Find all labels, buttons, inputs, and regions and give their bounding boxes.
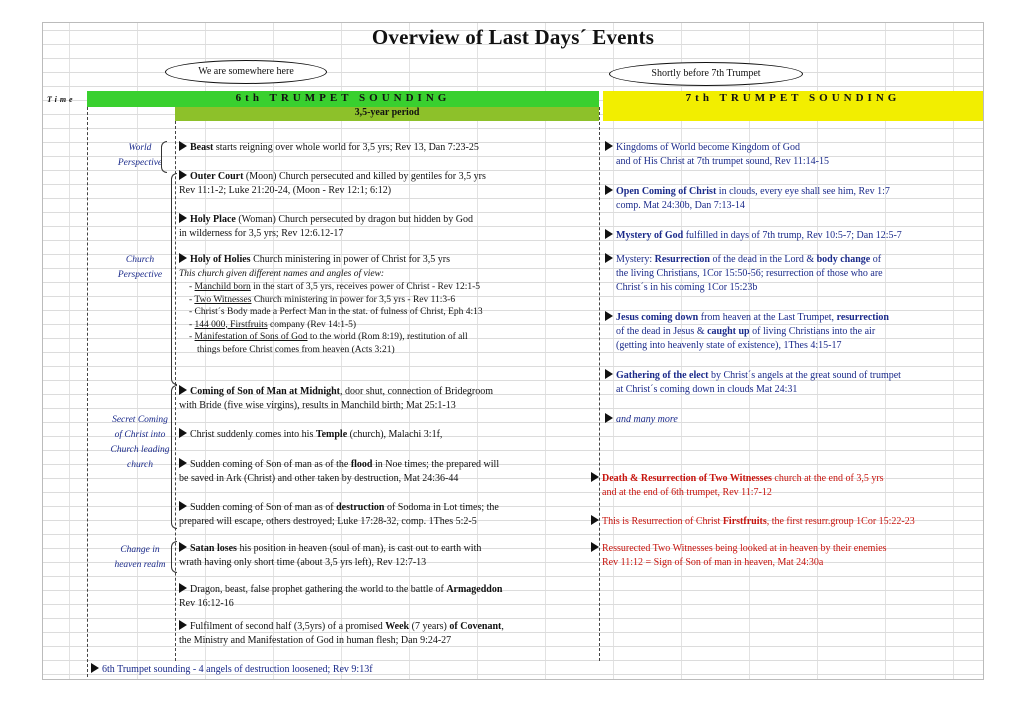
- arrow-icon: [605, 141, 613, 151]
- entry-mystery-of-god: Mystery of God fulfilled in days of 7th trump, Rev 10:5-7; Dan 12:5-7: [605, 229, 981, 243]
- time-label: Time: [47, 95, 76, 104]
- secret-coming-brace: [171, 385, 177, 529]
- arrow-icon: [591, 472, 599, 482]
- arrow-icon: [179, 620, 187, 630]
- arrow-icon: [179, 253, 187, 263]
- arrow-icon: [179, 170, 187, 180]
- arrow-icon: [605, 369, 613, 379]
- world-brace: [161, 141, 167, 173]
- arrow-icon: [605, 185, 613, 195]
- entry-sixth-trumpet-sounding: 6th Trumpet sounding - 4 angels of destruction loosened; Rev 9:13f: [91, 663, 591, 677]
- arrow-icon: [91, 663, 99, 673]
- sixth-trumpet-band: [87, 91, 599, 107]
- callout-left: We are somewhere here: [165, 60, 327, 84]
- list-item: - 144 000, Firstfruits company (Rev 14:1-5): [189, 319, 357, 330]
- entry-holy-place: Holy Place (Woman) Church persecuted by dragon but hidden by God in wilderness for 3,5 yrs; Rev 12:6.12-17: [179, 214, 474, 239]
- holy-of-holies-list: [179, 281, 591, 356]
- list-item: - Manchild born in the start of 3,5 yrs, receives power of Christ - Rev 12:1-5: [189, 282, 481, 292]
- page-title: Overview of Last Days´ Events: [371, 25, 655, 49]
- entry-gathering: Gathering of the elect by Christ´s angels at the great sound of trumpet at Christ´s coming down in clouds Mat 24:31: [605, 369, 981, 397]
- arrow-icon: [179, 583, 187, 593]
- entry-kingdoms: Kingdoms of World become Kingdom of God and of His Christ at 7th trumpet sound, Rev 11:14-15: [605, 141, 981, 169]
- timeline-dash-left: [87, 107, 88, 677]
- arrow-icon: [591, 515, 599, 525]
- entry-open-coming: Open Coming of Christ in clouds, every eye shall see him, Rev 1:7 comp. Mat 24:30b, Dan 7:13-14: [605, 185, 981, 213]
- arrow-icon: [605, 311, 613, 321]
- arrow-icon: [179, 428, 187, 438]
- arrow-icon: [179, 141, 187, 151]
- entry-resurrected-witnesses: Ressurected Two Witnesses being looked at in heaven by their enemies Rev 11:12 = Sign of Son of man in heaven, Mat 24:30a: [591, 542, 967, 570]
- heaven-change-label: Change in heaven realm: [114, 545, 166, 570]
- arrow-icon: [591, 542, 599, 552]
- arrow-icon: [605, 413, 613, 423]
- entry-beast: Beast starts reigning over whole world for 3,5 yrs; Rev 13, Dan 7:23-25: [179, 141, 591, 155]
- world-perspective-label: World Perspective: [117, 143, 163, 168]
- arrow-icon: [605, 229, 613, 239]
- arrow-icon: [179, 501, 187, 511]
- arrow-icon: [179, 213, 187, 223]
- list-item: things before Christ comes from heaven (Acts 3:21): [197, 344, 395, 355]
- entry-temple: Christ suddenly comes into his Temple (church), Malachi 3:1f,: [179, 428, 591, 442]
- entry-many-more: and many more: [605, 413, 981, 427]
- arrow-icon: [179, 458, 187, 468]
- entry-mystery-resurrection: Mystery: Resurrection of the dead in the Lord & body change of the living Christians, 1Cor 15:50-56; resurrection of those who are Christ´s in his coming 1Cor 15:23b: [605, 253, 981, 295]
- entry-satan: Satan loses his position in heaven (soul of man), is cast out to earth with wrath having only short time (about 3,5 yrs left), Rev 12:7-13: [179, 543, 482, 568]
- entry-death-two-witnesses: Death & Resurrection of Two Witnesses church at the end of 3,5 yrs and at the end of 6th trumpet, Rev 11:7-12: [591, 472, 967, 500]
- heaven-brace: [171, 541, 177, 573]
- list-item: - Christ´s Body made a Perfect Man in the stat. of fulness of Christ, Eph 4:13: [189, 307, 483, 317]
- entry-jesus-coming-down: Jesus coming down from heaven at the Last Trumpet, resurrection of the dead in Jesus & caught up of living Christians into the air (getting into heavenly state of existence), 1Thes 4:15-17: [605, 311, 981, 353]
- seventh-trumpet-band: [603, 91, 983, 121]
- entry-outer-court: Outer Court (Moon) Church persecuted and killed by gentiles for 3,5 yrs Rev 11:1-2; Luke 21:20-24, (Moon - Rev 12:1; 6:12): [179, 171, 486, 196]
- church-brace: [171, 173, 177, 385]
- entry-sodoma: Sudden coming of Son of man as of destruction of Sodoma in Lot times; the prepared will escape, others destroyed; Luke 17:28-32, comp. 1Thes 5:2-5: [179, 502, 499, 527]
- callout-right: Shortly before 7th Trumpet: [609, 62, 803, 86]
- timeline-dash-right: [599, 107, 600, 661]
- arrow-icon: [179, 542, 187, 552]
- entry-midnight: Coming of Son of Man at Midnight, door shut, connection of Bridegroom with Bride (five wise virgins), results in Manchild birth; Mat 25:1-13: [179, 386, 494, 411]
- sixth-period-label: 3,5-year period: [354, 107, 420, 118]
- entry-flood: Sudden coming of Son of man as of the flood in Noe times; the prepared will be saved in Ark (Christ) and other taken by destruction, Mat 24:36-44: [179, 459, 500, 484]
- entry-firstfruits: This is Resurrection of Christ Firstfruits, the first resurr.group 1Cor 15:22-23: [591, 515, 983, 529]
- entry-armageddon: Dragon, beast, false prophet gathering the world to the battle of Armageddon Rev 16:12-16: [179, 584, 503, 609]
- arrow-icon: [605, 253, 613, 263]
- sixth-trumpet-label: 6th TRUMPET SOUNDING: [235, 92, 451, 104]
- list-item: - Two Witnesses Church ministering in power for 3,5 yrs - Rev 11:3-6: [189, 294, 456, 305]
- entry-holy-of-holies: Holy of Holies Church ministering in power of Christ for 3,5 yrs This church given different names and angles of view: - Manchild born in the start of 3,5 yrs, receives power of Christ - Rev 12:1-5 - Two Witnesses Church ministering in power for 3,5 yrs - Rev 11:3-6 - Christ´s Body made a Perfect Man in the stat. of fulness of Christ, Eph 4:13 - 144 000, Firstfruits company (Rev 14:1-5) - Manifestation of Sons of God to the world (Rom 8:19), restitution of all things before Christ comes from heaven (Acts 3:21): [179, 253, 591, 356]
- church-perspective-label: Church Perspective: [117, 255, 163, 280]
- secret-coming-label: Secret Coming of Christ into Church leading church: [110, 415, 170, 470]
- arrow-icon: [179, 385, 187, 395]
- entry-week: Fulfilment of second half (3,5yrs) of a promised Week (7 years) of Covenant, the Ministry and Manifestation of God in human flesh; Dan 9:24-27: [179, 621, 504, 646]
- list-item: - Manifestation of Sons of God to the world (Rom 8:19), restitution of all: [189, 332, 468, 342]
- seventh-trumpet-label: 7th TRUMPET SOUNDING: [685, 92, 901, 104]
- overview-sheet: [42, 22, 984, 680]
- sixth-period-band: [175, 107, 599, 121]
